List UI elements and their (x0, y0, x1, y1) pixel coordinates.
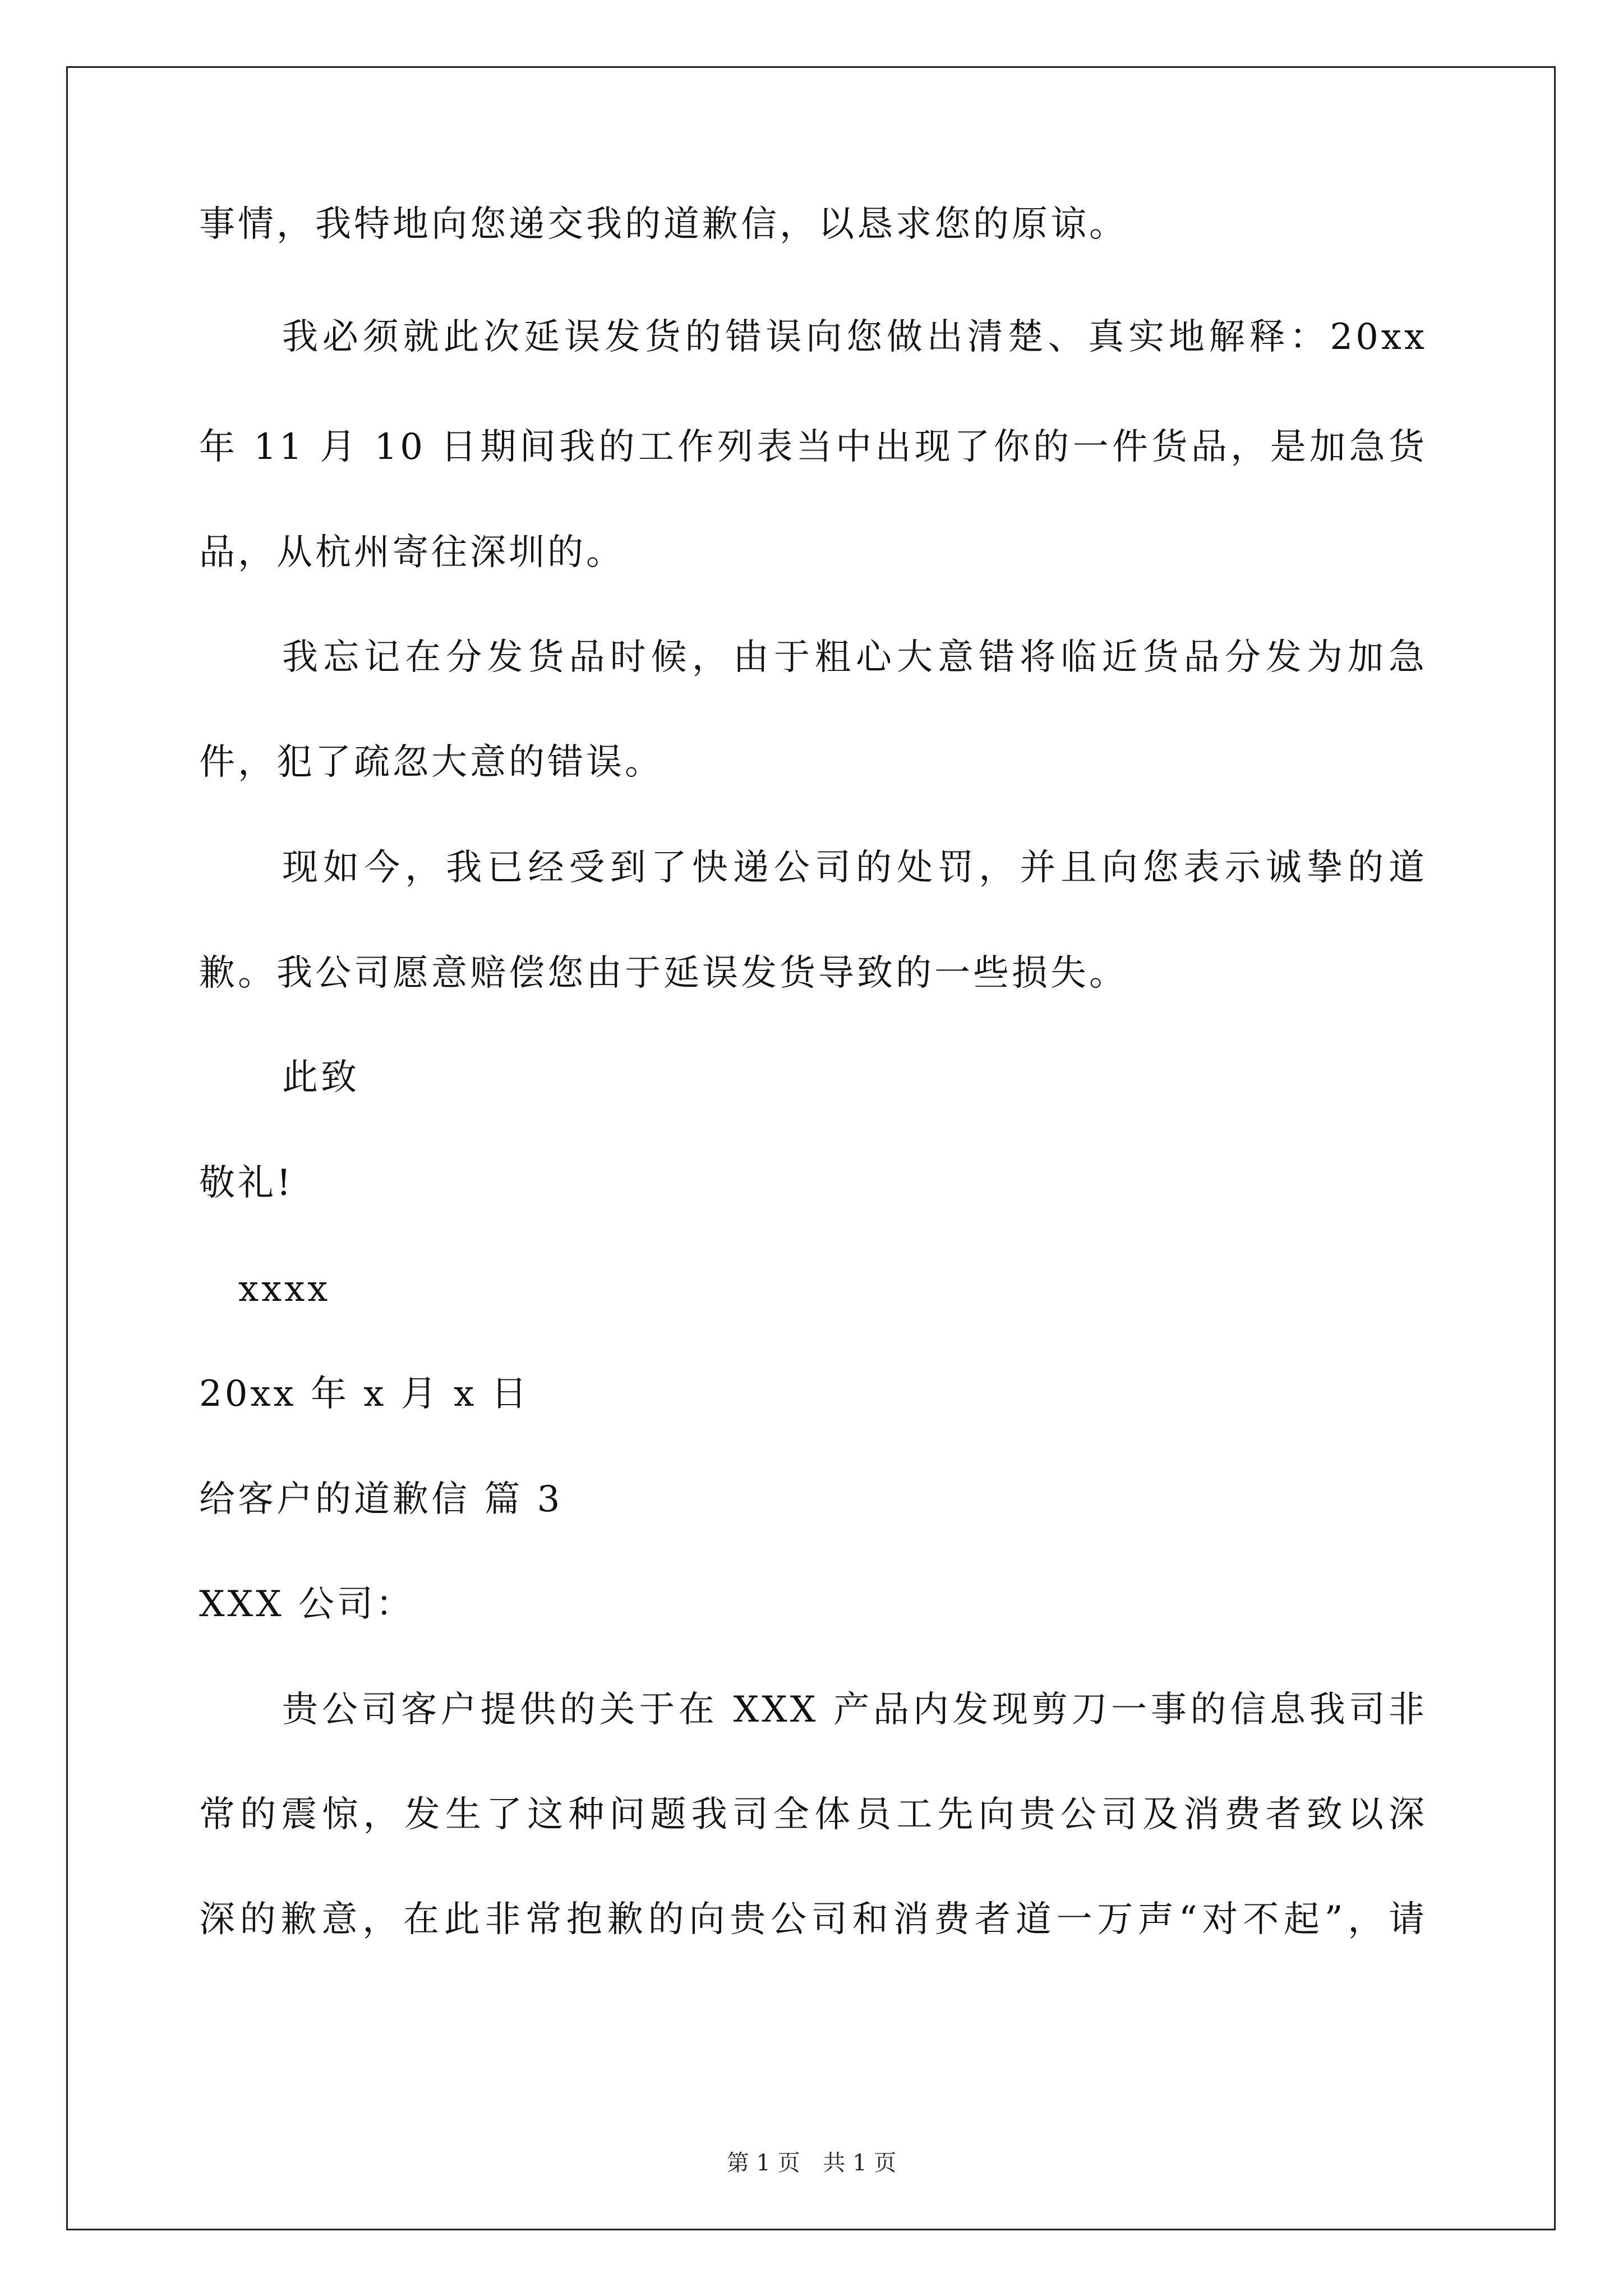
recipient-line: XXX 公司： (199, 1584, 415, 1625)
body-line: 歉。我公司愿意赔偿您由于延误发货导致的一些损失。 (199, 953, 1128, 994)
signature: xxxx (238, 1268, 331, 1310)
closing-salutation: 此致 (282, 1057, 359, 1098)
closing-regards: 敬礼! (199, 1162, 294, 1204)
body-line: 我忘记在分发货品时候，由于粗心大意错将临近货品分发为加急 (282, 637, 1427, 678)
page-total: 共 1 页 (823, 2150, 897, 2176)
letter-date: 20xx 年 x 月 x 日 (199, 1373, 530, 1415)
body-line: 我必须就此次延误发货的错误向您做出清楚、真实地解释：20xx (282, 316, 1427, 358)
body-line: 件，犯了疏忽大意的错误。 (199, 742, 663, 783)
body-line: 深的歉意，在此非常抱歉的向贵公司和消费者道一万声“对不起”，请 (199, 1899, 1427, 1940)
body-line: 年 11 月 10 日期间我的工作列表当中出现了你的一件货品，是加急货 (199, 426, 1427, 468)
body-line: 常的震惊，发生了这种问题我司全体员工先向贵公司及消费者致以深 (199, 1794, 1427, 1835)
body-line: 品，从杭州寄往深圳的。 (199, 532, 625, 573)
body-line: 贵公司客户提供的关于在 XXX 产品内发现剪刀一事的信息我司非 (282, 1689, 1427, 1731)
body-line: 事情，我特地向您递交我的道歉信，以恳求您的原谅。 (199, 204, 1128, 245)
section-heading: 给客户的道歉信 篇 3 (199, 1479, 563, 1520)
page-footer (0, 2150, 1623, 2177)
body-line: 现如今，我已经受到了快递公司的处罚，并且向您表示诚挚的道 (282, 847, 1427, 889)
page-number: 第 1 页 (726, 2150, 800, 2176)
